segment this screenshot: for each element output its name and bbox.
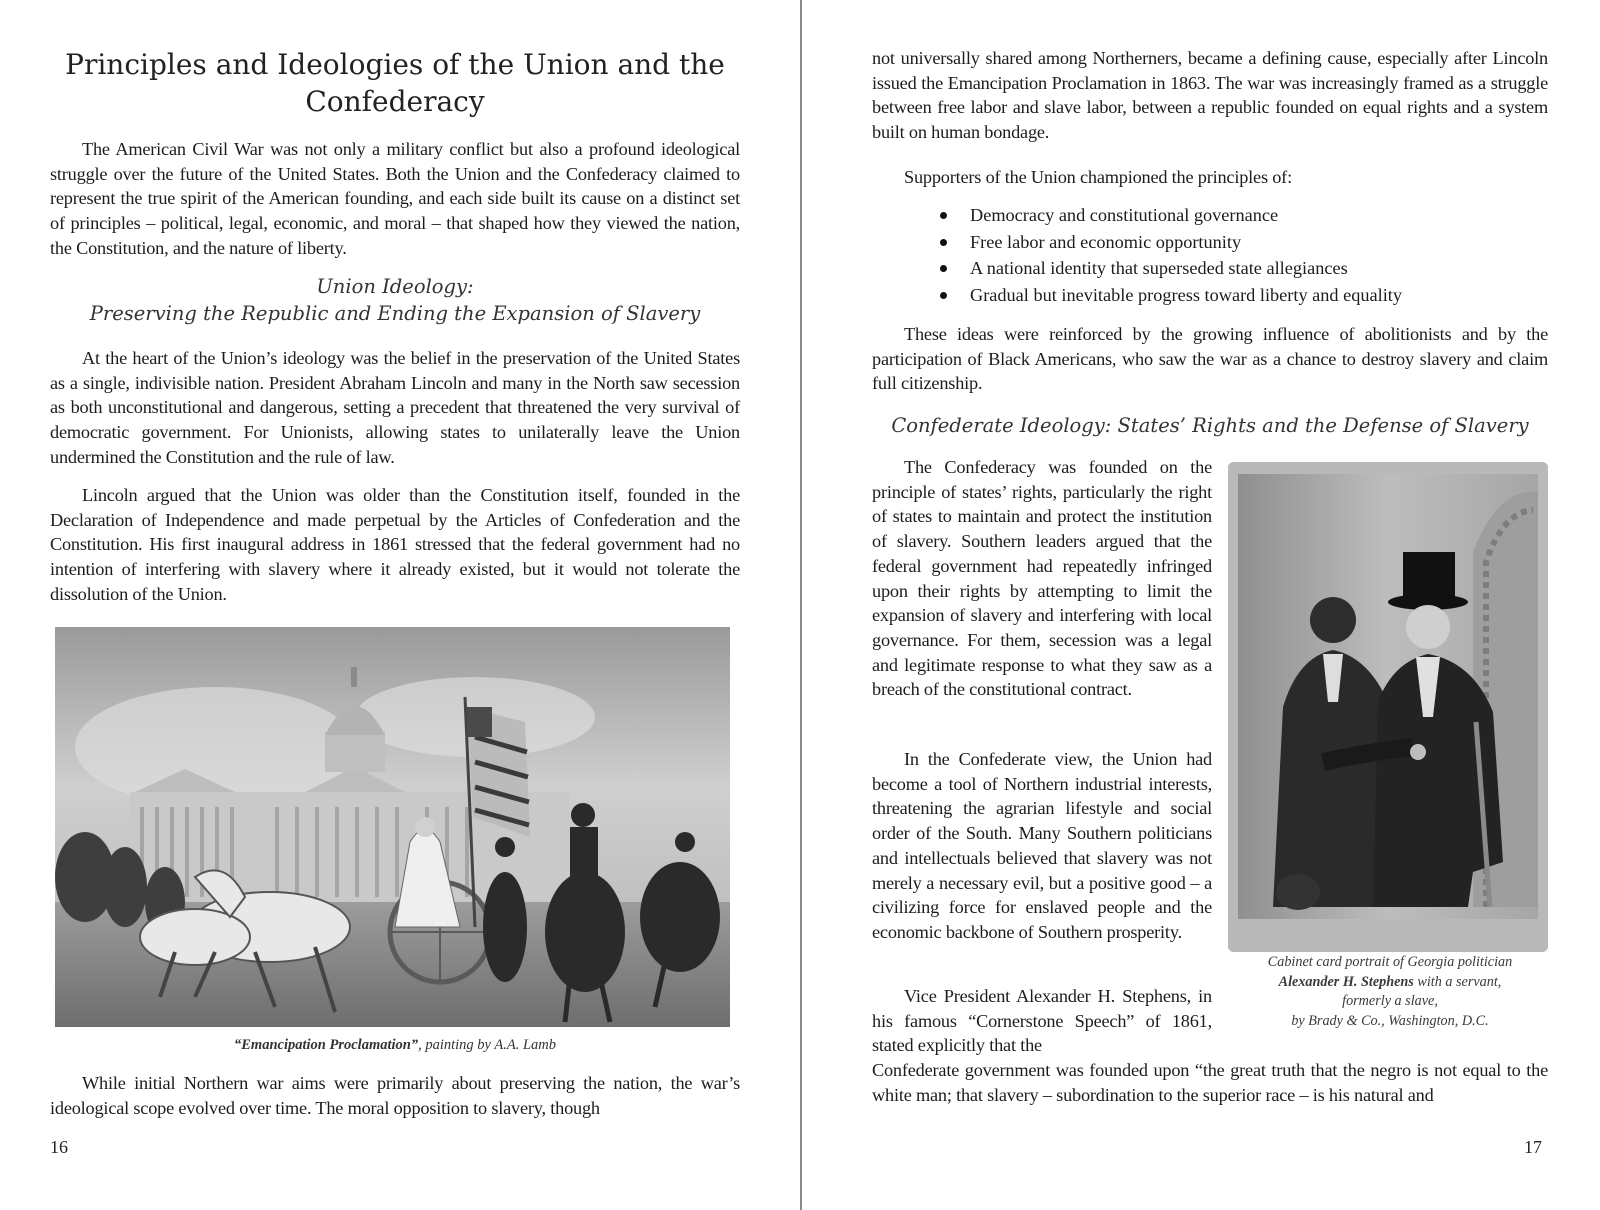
- list-item: Democracy and constitutional governance: [940, 202, 1402, 229]
- portrait-caption-line2: Alexander H. Stephens with a servant,: [1278, 973, 1502, 990]
- intro-paragraph: The American Civil War was not only a military conflict but also a profound ideological struggle over the future of the United States. Both the Union and the Confederacy claimed to represent the true spirit of the American founding, and each side built its cause on a distinct set of principles – political, legal, economic, and moral – that shaped how they viewed the nation, the Constitution, and the nature of liberty.: [50, 139, 740, 258]
- union-paragraph-3: While initial Northern war aims were primarily about preserving the nation, the war’s ideological scope evolved over time. The moral opposition to slavery, though: [50, 1073, 740, 1118]
- page-number-right: 17: [1524, 1137, 1542, 1157]
- painting-caption-credit: , painting by A.A. Lamb: [418, 1037, 556, 1053]
- confederate-paragraph-3-continued: Confederate government was founded upon “the great truth that the negro is not equal to the white man; that slavery – subordination to the superior race – is his natural and: [872, 1060, 1548, 1105]
- portrait-caption-name: Alexander H. Stephens: [1278, 973, 1414, 990]
- bullet-icon: [940, 239, 947, 246]
- page-number-left: 16: [50, 1137, 68, 1157]
- portrait-illustration: [1228, 462, 1548, 952]
- union-heading-line2: Preserving the Republic and Ending the Expansion of Slavery: [89, 302, 701, 325]
- continued-paragraph: not universally shared among Northerners, became a defining cause, especially after Lincoln issued the Emancipation Proclamation in 1863. The war was increasingly framed as a struggle between free labor and slave labor, between a republic founded on equal rights and a system built on human bondage.: [872, 48, 1548, 143]
- painting-illustration: [55, 627, 730, 1027]
- painting-caption: [50, 1036, 740, 1055]
- bullet-icon: [940, 292, 947, 299]
- portrait-caption-line4: by Brady & Co., Washington, D.C.: [1291, 1012, 1489, 1029]
- bullet-icon: [940, 212, 947, 219]
- bullet-icon: [940, 265, 947, 272]
- list-item: A national identity that superseded state allegiances: [940, 255, 1402, 282]
- emancipation-painting-image: [55, 627, 730, 1027]
- portrait-caption-line3: formerly a slave,: [1342, 993, 1438, 1009]
- list-item: Gradual but inevitable progress toward liberty and equality: [940, 282, 1402, 309]
- list-intro: Supporters of the Union championed the principles of:: [904, 167, 1292, 187]
- union-heading-line1: Union Ideology:: [316, 275, 474, 298]
- painting-caption-title: “Emancipation Proclamation”: [234, 1037, 419, 1053]
- portrait-caption: [1225, 953, 1555, 1031]
- union-paragraph-2: Lincoln argued that the Union was older than the Constitution itself, founded in the Declaration of Independence and made perpetual by the Articles of Confederation and the Constitution. His first inaugural address in 1861 stressed that the federal government had no intention of interfering with slavery where it already existed, but it would not tolerate the dissolution of the Union.: [50, 485, 740, 604]
- union-ideology-heading: [50, 273, 740, 327]
- union-paragraph-1: At the heart of the Union’s ideology was the belief in the preservation of the United States as a single, indivisible nation. President Abraham Lincoln and many in the North saw secession as both unconstitutional and dangerous, setting a precedent that threatened the very survival of democratic government. For Unionists, allowing states to unilaterally leave the Union undermined the Constitution and the rule of law.: [50, 348, 740, 467]
- list-item: Free labor and economic opportunity: [940, 229, 1402, 256]
- abolitionists-paragraph: These ideas were reinforced by the growing influence of abolitionists and by the participation of Black Americans, who saw the war as a chance to destroy slavery and claim full citizenship.: [872, 324, 1548, 394]
- confederate-paragraph-2: In the Confederate view, the Union had become a tool of Northern industrial interests, threatening the agrarian lifestyle and social order of the South. Many Southern politicians and intellectuals believed that slavery was not merely a necessary evil, but a positive good – a civilizing force for enslaved people and the economic backbone of Southern prosperity.: [872, 749, 1212, 942]
- stephens-portrait-image: [1228, 462, 1548, 952]
- confederate-paragraph-1: The Confederacy was founded on the principle of states’ rights, particularly the right of states to maintain and protect the institution of slavery. Southern leaders argued that the federal government had repeatedly infringed upon their rights by attempting to limit the expansion of slavery and interfering with local governance. For them, secession was a legal and legitimate response to what they saw as a breach of the constitutional contract.: [872, 457, 1212, 700]
- confederate-paragraph-3: Vice President Alexander H. Stephens, in his famous “Cornerstone Speech” of 1861, stated explicitly that the: [872, 986, 1212, 1056]
- union-principles-list: [940, 202, 1402, 308]
- confederate-ideology-heading: Confederate Ideology: States’ Rights and the Defense of Slavery: [891, 414, 1529, 437]
- portrait-caption-line1: Cabinet card portrait of Georgia politician: [1267, 954, 1513, 970]
- chapter-title: Principles and Ideologies of the Union and the Confederacy: [65, 48, 725, 118]
